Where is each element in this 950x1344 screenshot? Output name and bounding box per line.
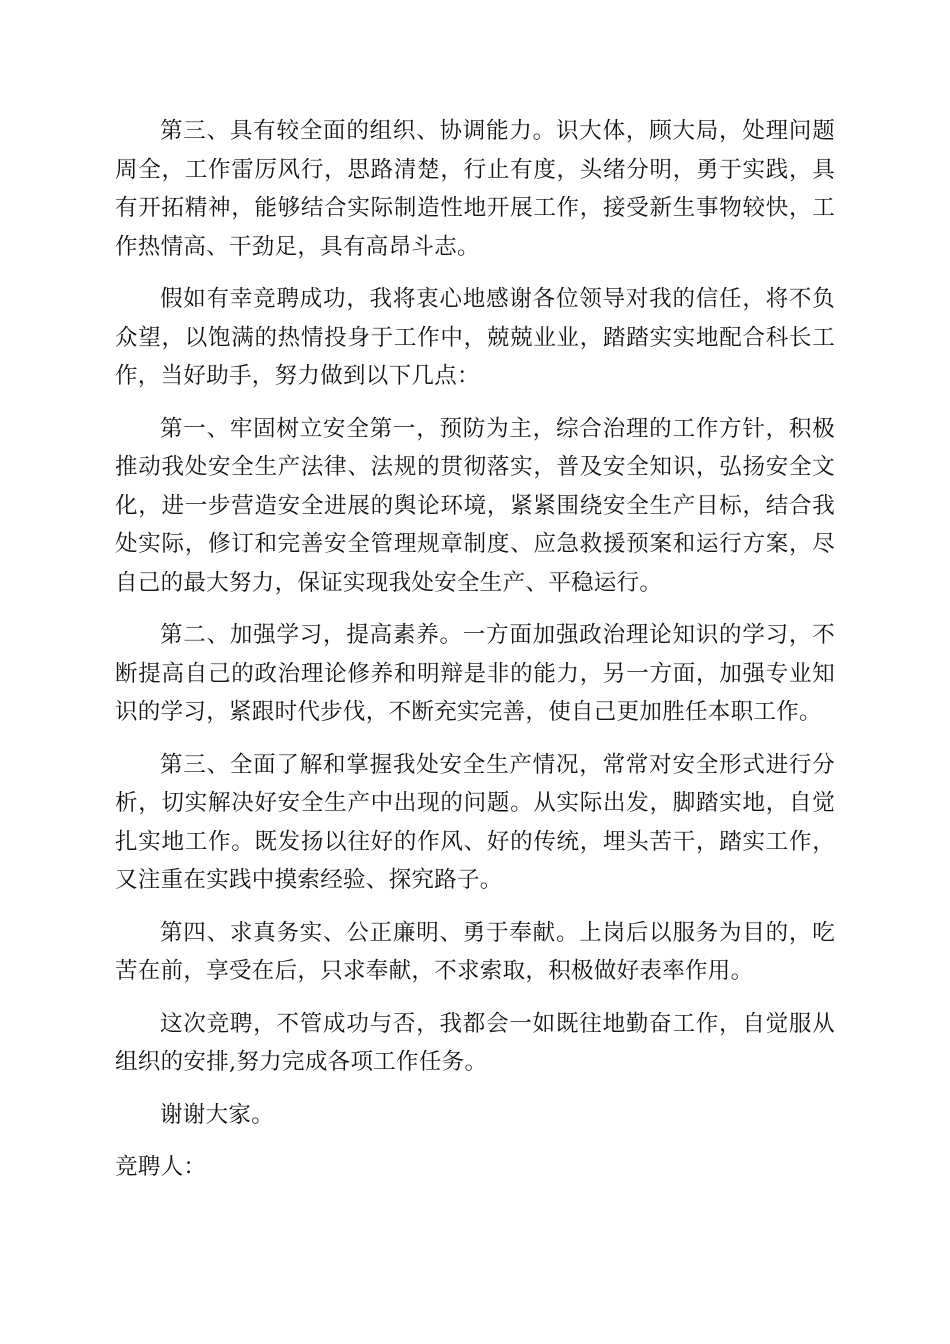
paragraph-thanks: 谢谢大家。	[160, 1101, 275, 1128]
signature-label: 竞聘人：	[115, 1154, 207, 1180]
paragraph-commitment: 假如有幸竞聘成功，我将衷心地感谢各位领导对我的信任，将不负众望，以饱满的热情投身于工作中，兢兢业业，踏踏实实地配合科长工作，当好助手，努力做到以下几点：	[115, 286, 835, 389]
paragraph-point-two: 第二、加强学习，提高素养。一方面加强政治理论知识的学习，不断提高自己的政治理论修养和明辩是非的能力，另一方面，加强专业知识的学习，紧跟时代步伐，不断充实完善，使自己更加胜任本职工作。	[115, 622, 835, 725]
paragraph-point-three: 第三、全面了解和掌握我处安全生产情况，常常对安全形式进行分析，切实解决好安全生产中出现的问题。从实际出发，脚踏实地，自觉扎实地工作。既发扬以往好的作风、好的传统，埋头苦干，踏实工作，又注重在实践中摸索经验、探究路子。	[115, 751, 835, 893]
paragraph-ability: 第三、具有较全面的组织、协调能力。识大体，顾大局，处理问题周全，工作雷厉风行，思路清楚，行止有度，头绪分明，勇于实践，具有开拓精神，能够结合实际制造性地开展工作，接受新生事物较快，工作热情高、干劲足，具有高昂斗志。	[115, 118, 835, 260]
paragraph-point-four: 第四、求真务实、公正廉明、勇于奉献。上岗后以服务为目的，吃苦在前，享受在后，只求奉献，不求索取，积极做好表率作用。	[115, 919, 835, 984]
document-body	[115, 112, 835, 1201]
paragraph-point-one: 第一、牢固树立安全第一，预防为主，综合治理的工作方针，积极推动我处安全生产法律、法规的贯彻落实，普及安全知识，弘扬安全文化，进一步营造安全进展的舆论环境，紧紧围绕安全生产目标，结合我处实际，修订和完善安全管理规章制度、应急救援预案和运行方案，尽自己的最大努力，保证实现我处安全生产、平稳运行。	[115, 415, 835, 596]
paragraph-closing: 这次竞聘，不管成功与否，我都会一如既往地勤奋工作，自觉服从组织的安排,努力完成各项工作任务。	[115, 1010, 835, 1075]
